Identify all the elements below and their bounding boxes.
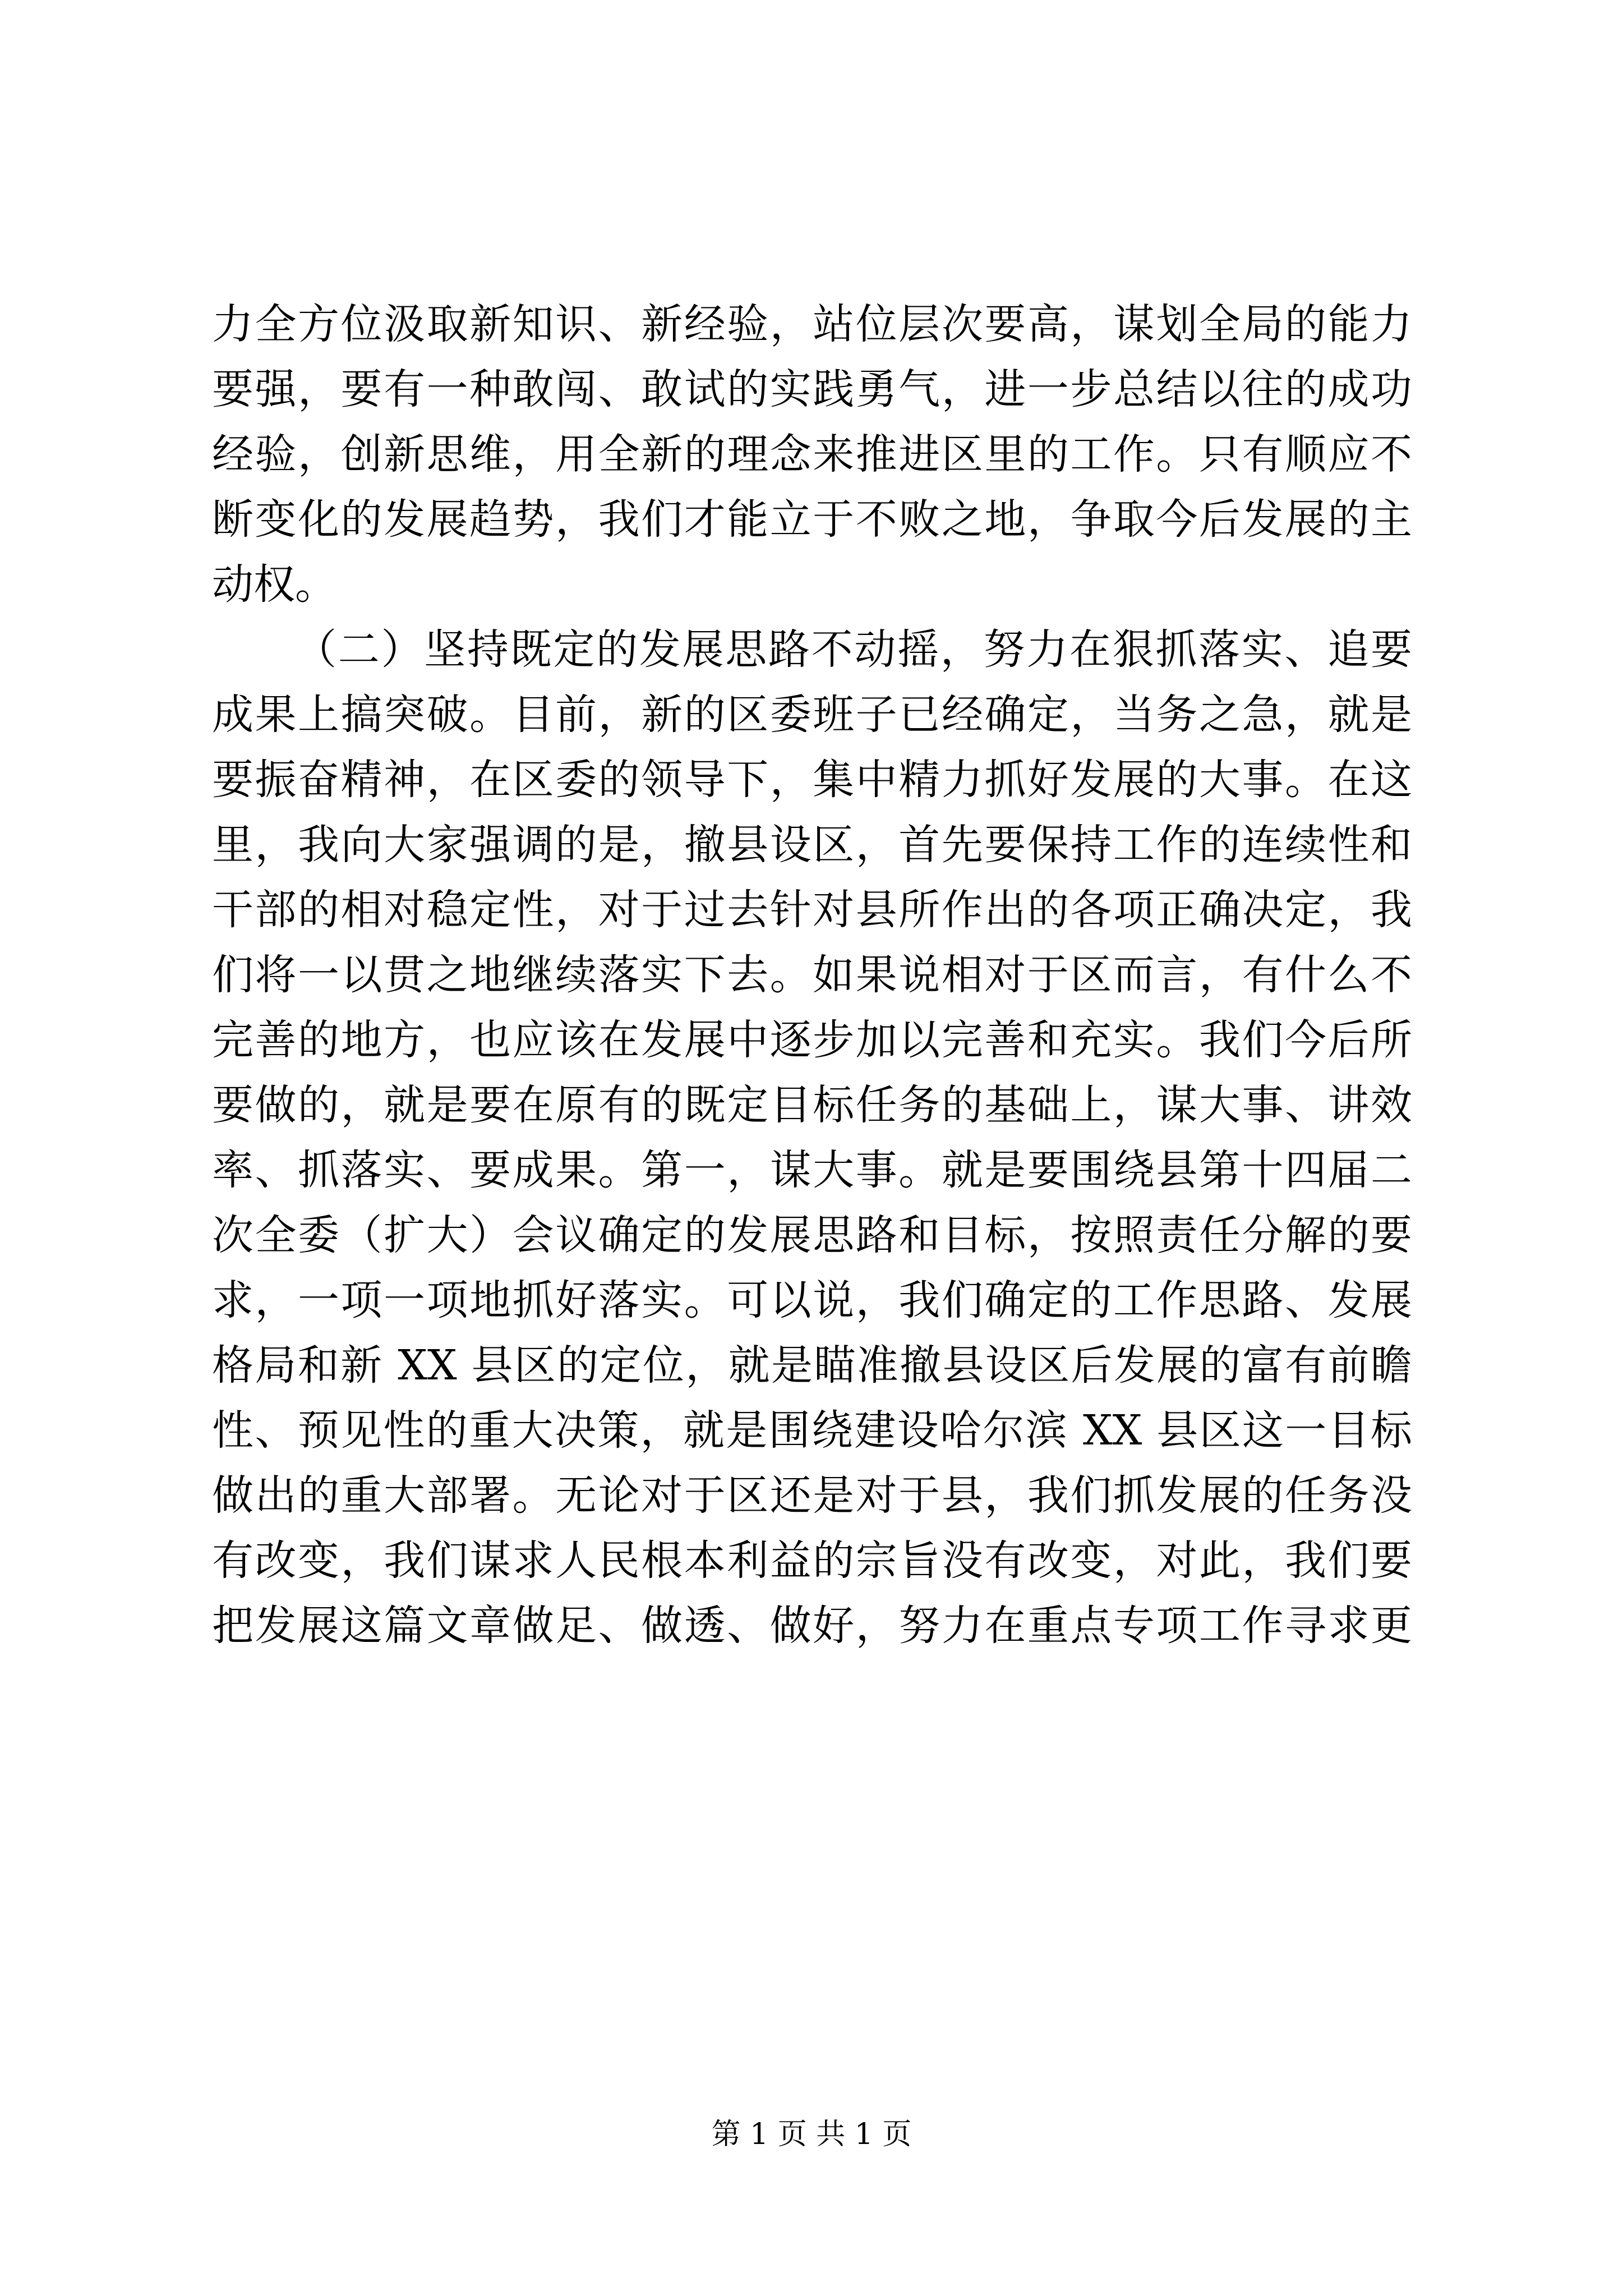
- text-line: 成果上搞突破。目前，新的区委班子已经确定，当务之急，就是: [212, 691, 1412, 739]
- text-line: 要做的，就是要在原有的既定目标任务的基础上，谋大事、讲效: [212, 1081, 1412, 1129]
- text-line: 们将一以贯之地继续落实下去。如果说相对于区而言，有什么不: [212, 951, 1412, 999]
- text-line: 要振奋精神，在区委的领导下，集中精力抓好发展的大事。在这: [212, 756, 1412, 804]
- text-line: 次全委（扩大）会议确定的发展思路和目标，按照责任分解的要: [212, 1211, 1412, 1259]
- document-body: [212, 292, 1412, 1658]
- text-line: 力全方位汲取新知识、新经验，站位层次要高，谋划全局的能力: [212, 300, 1412, 348]
- text-line: 动权。: [212, 560, 336, 609]
- paragraph: [212, 292, 1412, 617]
- text-line: 要强，要有一种敢闯、敢试的实践勇气，进一步总结以往的成功: [212, 365, 1412, 413]
- paragraph: [212, 617, 1412, 1658]
- page-footer: 第 1 页 共 1 页: [711, 2118, 912, 2151]
- text-line: 做出的重大部署。无论对于区还是对于县，我们抓发展的任务没: [212, 1471, 1412, 1520]
- text-line: 经验，创新思维，用全新的理念来推进区里的工作。只有顺应不: [212, 430, 1412, 478]
- text-line: 把发展这篇文章做足、做透、做好，努力在重点专项工作寻求更: [212, 1602, 1412, 1650]
- text-line: 里，我向大家强调的是，撤县设区，首先要保持工作的连续性和: [212, 821, 1412, 869]
- text-line: 求，一项一项地抓好落实。可以说，我们确定的工作思路、发展: [212, 1276, 1412, 1324]
- text-line: 性、预见性的重大决策，就是围绕建设哈尔滨 XX 县区这一目标: [212, 1406, 1412, 1455]
- text-line: 率、抓落实、要成果。第一，谋大事。就是要围绕县第十四届二: [212, 1146, 1412, 1194]
- text-line: （二）坚持既定的发展思路不动摇，努力在狠抓落实、追要: [295, 625, 1412, 674]
- text-line: 有改变，我们谋求人民根本利益的宗旨没有改变，对此，我们要: [212, 1536, 1412, 1585]
- text-line: 格局和新 XX 县区的定位，就是瞄准撤县设区后发展的富有前瞻: [212, 1341, 1412, 1389]
- text-line: 断变化的发展趋势，我们才能立于不败之地，争取今后发展的主: [212, 495, 1412, 544]
- text-line: 干部的相对稳定性，对于过去针对县所作出的各项正确决定，我: [212, 886, 1412, 934]
- text-line: 完善的地方，也应该在发展中逐步加以完善和充实。我们今后所: [212, 1016, 1412, 1064]
